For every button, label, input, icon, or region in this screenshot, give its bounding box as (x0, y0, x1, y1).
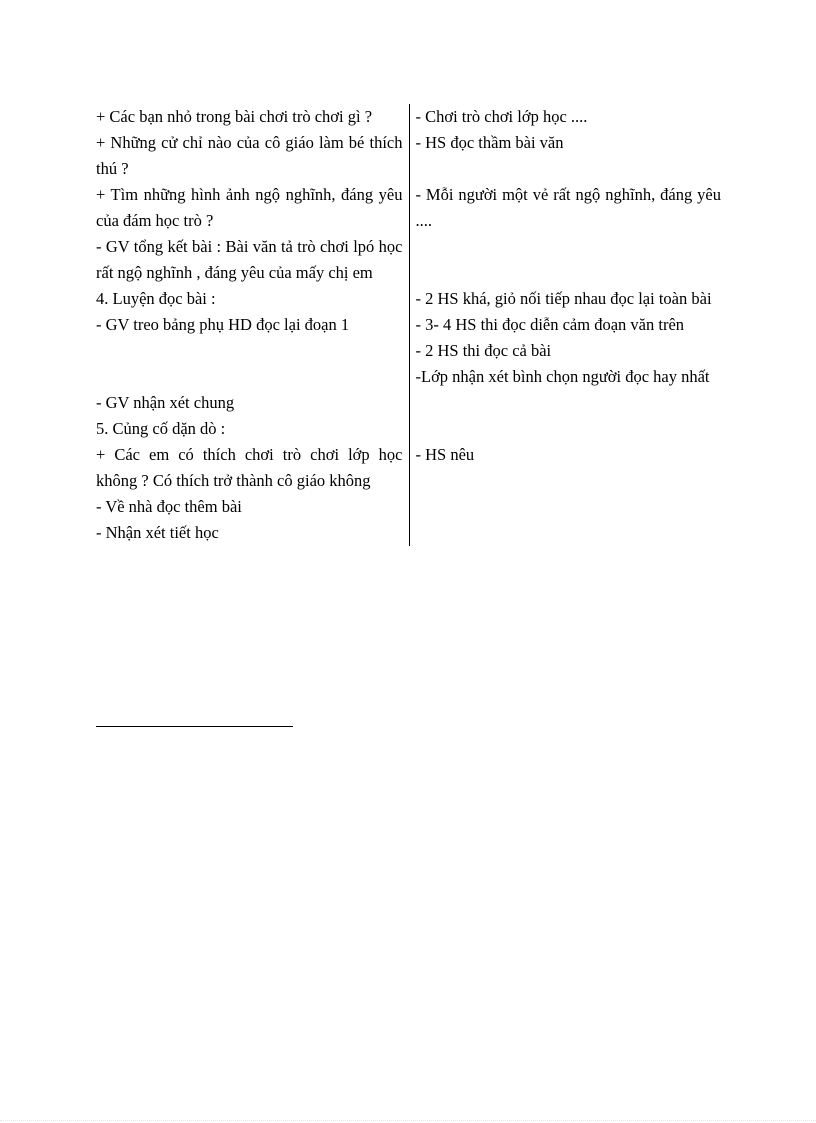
page-bottom-edge (0, 1120, 816, 1121)
student-activity-text: - Chơi trò chơi lớp học .... (415, 107, 588, 126)
teacher-activity-cell (96, 130, 409, 182)
student-activity-cell (409, 182, 721, 234)
student-activity-cell (409, 494, 721, 520)
teacher-activity-text: 4. Luyện đọc bài : (96, 289, 216, 308)
student-activity-cell (409, 390, 721, 416)
student-activity-text: - HS đọc thầm bài văn (415, 133, 564, 152)
student-activity-cell (409, 520, 721, 546)
table-row (96, 130, 721, 182)
teacher-activity-cell (96, 364, 409, 390)
teacher-activity-cell (96, 416, 409, 442)
teacher-activity-cell (96, 182, 409, 234)
student-activity-cell (409, 130, 721, 182)
table-row (96, 494, 721, 520)
teacher-activity-text: - GV tổng kết bài : Bài văn tả trò chơi lpó học rất ngộ nghĩnh , đáng yêu của mấy chị em (96, 237, 403, 282)
student-activity-cell (409, 364, 721, 390)
teacher-activity-cell (96, 234, 409, 286)
teacher-activity-cell (96, 312, 409, 338)
lesson-activity-table (96, 104, 721, 546)
student-activity-text: - 2 HS thi đọc cả bài (415, 341, 552, 360)
table-row (96, 312, 721, 338)
teacher-activity-cell (96, 520, 409, 546)
student-activity-cell (409, 338, 721, 364)
student-activity-cell (409, 416, 721, 442)
table-row (96, 364, 721, 390)
teacher-activity-text: + Các em có thích chơi trò chơi lớp học không ? Có thích trở thành cô giáo không (96, 445, 403, 490)
student-activity-cell (409, 286, 721, 312)
table-row (96, 390, 721, 416)
end-of-section-rule (96, 726, 293, 727)
teacher-activity-cell (96, 390, 409, 416)
table-row (96, 520, 721, 546)
teacher-activity-text: 5. Củng cố dặn dò : (96, 419, 226, 438)
teacher-activity-cell (96, 494, 409, 520)
teacher-activity-text: - Nhận xét tiết học (96, 523, 219, 542)
teacher-activity-text: - GV nhận xét chung (96, 393, 235, 412)
student-activity-cell (409, 104, 721, 130)
teacher-activity-text: + Tìm những hình ảnh ngộ nghĩnh, đáng yêu của đám học trò ? (96, 185, 403, 230)
teacher-activity-text: + Các bạn nhỏ trong bài chơi trò chơi gì ? (96, 107, 373, 126)
student-activity-text: -Lớp nhận xét bình chọn người đọc hay nhất (415, 367, 710, 386)
table-row (96, 104, 721, 130)
table-row (96, 338, 721, 364)
student-activity-text: - HS nêu (415, 445, 475, 464)
teacher-activity-text: - Về nhà đọc thêm bài (96, 497, 242, 516)
table-row (96, 234, 721, 286)
table-row (96, 442, 721, 494)
teacher-activity-cell (96, 442, 409, 494)
student-activity-cell (409, 442, 721, 494)
student-activity-text: - 2 HS khá, giỏ nối tiếp nhau đọc lại toàn bài (415, 289, 712, 308)
teacher-activity-cell (96, 338, 409, 364)
teacher-activity-cell (96, 286, 409, 312)
student-activity-text: - 3- 4 HS thi đọc diễn cảm đoạn văn trên (415, 315, 685, 334)
student-activity-text: - Mỗi người một vẻ rất ngộ nghĩnh, đáng yêu .... (415, 185, 721, 230)
table-row (96, 286, 721, 312)
table-row (96, 416, 721, 442)
teacher-activity-cell (96, 104, 409, 130)
table-row (96, 182, 721, 234)
student-activity-cell (409, 312, 721, 338)
teacher-activity-text: - GV treo bảng phụ HD đọc lại đoạn 1 (96, 315, 350, 334)
student-activity-cell (409, 234, 721, 286)
teacher-activity-text: + Những cử chỉ nào của cô giáo làm bé thích thú ? (96, 133, 403, 178)
